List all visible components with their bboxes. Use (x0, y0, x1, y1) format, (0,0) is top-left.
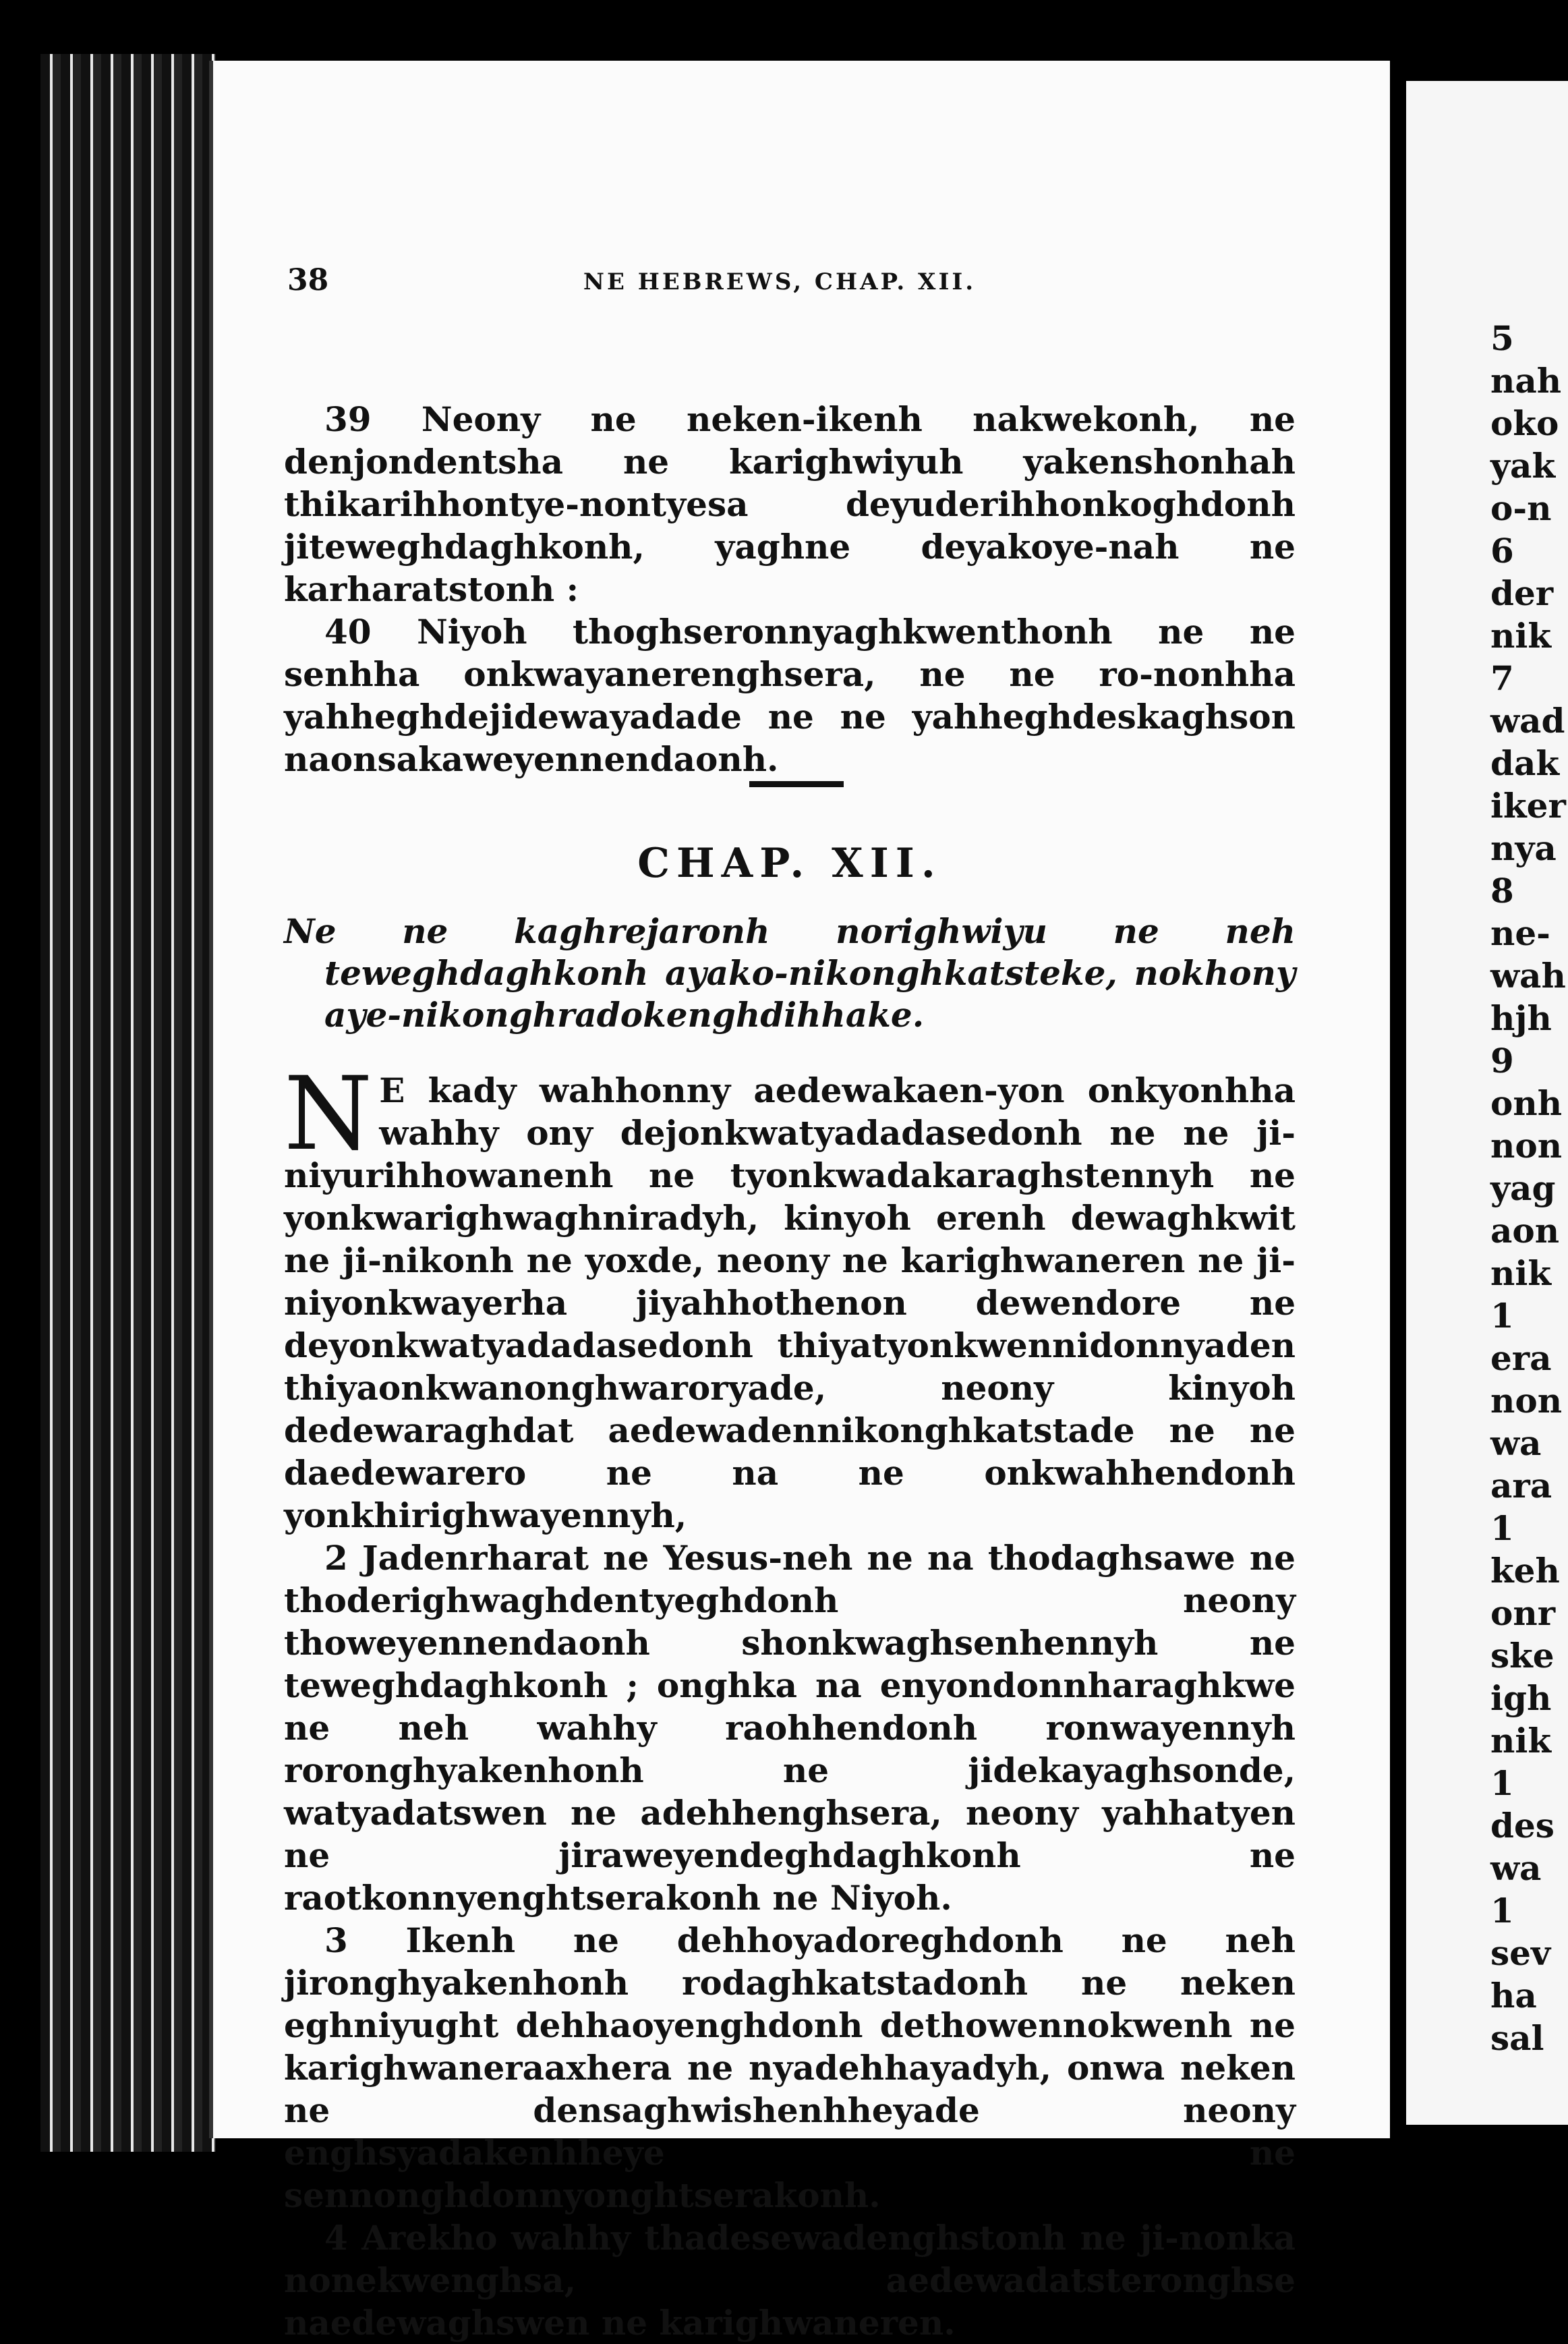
fragment-line: onh (1490, 1083, 1563, 1123)
page-number: 38 (287, 263, 329, 297)
fragment-line: ne- (1490, 913, 1550, 953)
chapter-summary-text: Ne ne kaghrejaronh norighwiyu ne neh teweghdaghkonh ayako-nikonghkatsteke, nokhony aye-nikonghradokenghdihhake. (284, 911, 1296, 1035)
verse-2: 2 Jadenrharat ne Yesus-neh ne na thodaghsawe ne thoderighwaghdentyeghdonh neony thoweyennendaonh shonkwaghsenhennyh ne teweghdaghkonh ; onghka na enyondonnharaghkwe ne neh wahhy raohhendonh ronwayennyh roronghyakenhonh ne jidekayaghsonde, watyadatswen ne adehhenghsera, neony yahhatyen ne jiraweyendeghdaghkonh ne raotkonnyenghtserakonh ne Niyoh. (284, 1538, 1296, 1918)
chapter-xii-verses (284, 1056, 1296, 2344)
fragment-line: der (1490, 573, 1554, 613)
chapter-heading: CHAP. XII. (637, 840, 942, 887)
chapter-summary (284, 911, 1296, 1036)
fragment-line: 1 (1490, 1508, 1514, 1548)
fragment-line: onr (1490, 1593, 1556, 1633)
fragment-line: ara (1490, 1466, 1552, 1506)
fragment-line: 1 (1490, 1296, 1514, 1336)
verse-40: 40 Niyoh thoghseronnyaghkwenthonh ne ne senhha onkwayanerenghsera, ne ne ro-nonhha yahheghdejidewayadade ne ne yahheghdeskaghson naonsakaweyennendaonh. (284, 612, 1296, 779)
verses-end-of-chapter-xi (284, 398, 1296, 780)
fragment-line: era (1490, 1338, 1552, 1378)
fragment-line: wa (1490, 1423, 1542, 1463)
fragment-line: yak (1490, 446, 1556, 486)
fragment-line: sev (1490, 1933, 1551, 1973)
fragment-line: non (1490, 1381, 1563, 1421)
fragment-line: dak (1490, 743, 1560, 783)
fragment-line: ha (1490, 1976, 1537, 2016)
fragment-line: ske (1490, 1636, 1555, 1676)
verse-3: 3 Ikenh ne dehhoyadoreghdonh ne neh jironghyakenhonh rodaghkatstadonh ne neken eghniyught dehhaoyenghdonh dethowennokwenh ne karighwaneraaxhera ne nyadehhayadyh, onwa neken ne densaghwishenhheyade neony enghsyadakenhheye ne sennonghdonnyonghtserakonh. (284, 1920, 1296, 2215)
adjacent-page-text-fragments (1490, 317, 1566, 2059)
fragment-line: nya (1490, 828, 1557, 868)
verse-4: 4 Arekho wahhy thadesewadenghstonh ne ji-nonka nonekwenghsa, aedewadatsteronghse naedewaghswen ne karighwaneren. (284, 2218, 1296, 2343)
fragment-line: des (1490, 1806, 1555, 1846)
fragment-line: non (1490, 1126, 1563, 1166)
book-page (209, 61, 1390, 2343)
section-divider (749, 781, 844, 787)
book-page-edges (40, 54, 216, 2152)
fragment-line: sal (1490, 2018, 1544, 2058)
fragment-line: hjh (1490, 998, 1552, 1038)
fragment-line: 7 (1490, 658, 1514, 698)
verse-1 (284, 1056, 1296, 1537)
fragment-line: iker (1490, 786, 1566, 826)
fragment-line: yag (1490, 1168, 1556, 1208)
running-title: NE HEBREWS, CHAP. XII. (583, 268, 977, 295)
fragment-line: nah (1490, 361, 1562, 401)
fragment-line: 5 (1490, 318, 1514, 358)
fragment-line: o-n (1490, 488, 1552, 528)
fragment-line: 1 (1490, 1891, 1514, 1931)
verse-39: 39 Neony ne neken-ikenh nakwekonh, ne denjondentsha ne karighwiyuh yakenshonhah thikarihhontye-nontyesa deyuderihhonkoghdonh jiteweghdaghkonh, yaghne deyakoye-nah ne karharatstonh : (284, 399, 1296, 609)
fragment-line: 6 (1490, 531, 1514, 571)
fragment-line: wad (1490, 701, 1565, 741)
fragment-line: 1 (1490, 1763, 1514, 1803)
fragment-line: nik (1490, 616, 1551, 656)
fragment-line: nik (1490, 1253, 1551, 1293)
fragment-line: aon (1490, 1211, 1560, 1251)
drop-cap-letter: N (284, 1056, 373, 1173)
fragment-line: oko (1490, 403, 1559, 443)
fragment-line: wah (1490, 956, 1566, 996)
fragment-line: 8 (1490, 871, 1514, 911)
fragment-line: wa (1490, 1848, 1542, 1888)
page-header (287, 263, 1272, 304)
fragment-line: igh (1490, 1678, 1552, 1718)
fragment-line: keh (1490, 1551, 1560, 1591)
fragment-line: 9 (1490, 1041, 1514, 1081)
fragment-line: nik (1490, 1721, 1551, 1761)
verse-1-text: E kady wahhonny aedewakaen-yon onkyonhha wahhy ony dejonkwatyadadasedonh ne ne ji-niyurihhowanenh ne tyonkwadakaraghstennyh ne yonkwarighwaghniradyh, kinyoh erenh dewaghkwit ne ji-nikonh ne yoxde, neony ne karighwaneren ne ji-niyonkwayerha jiyahhothenon dewendore ne deyonkwatyadadasedonh thiyatyonkwennidonnyaden thiyaonkwanonghwaroryade, neony kinyoh dedewaraghdat aedewadennikonghkatstade ne ne daedewarero ne na ne onkwahhendonh yonkhirighwayennyh, (284, 1070, 1296, 1535)
